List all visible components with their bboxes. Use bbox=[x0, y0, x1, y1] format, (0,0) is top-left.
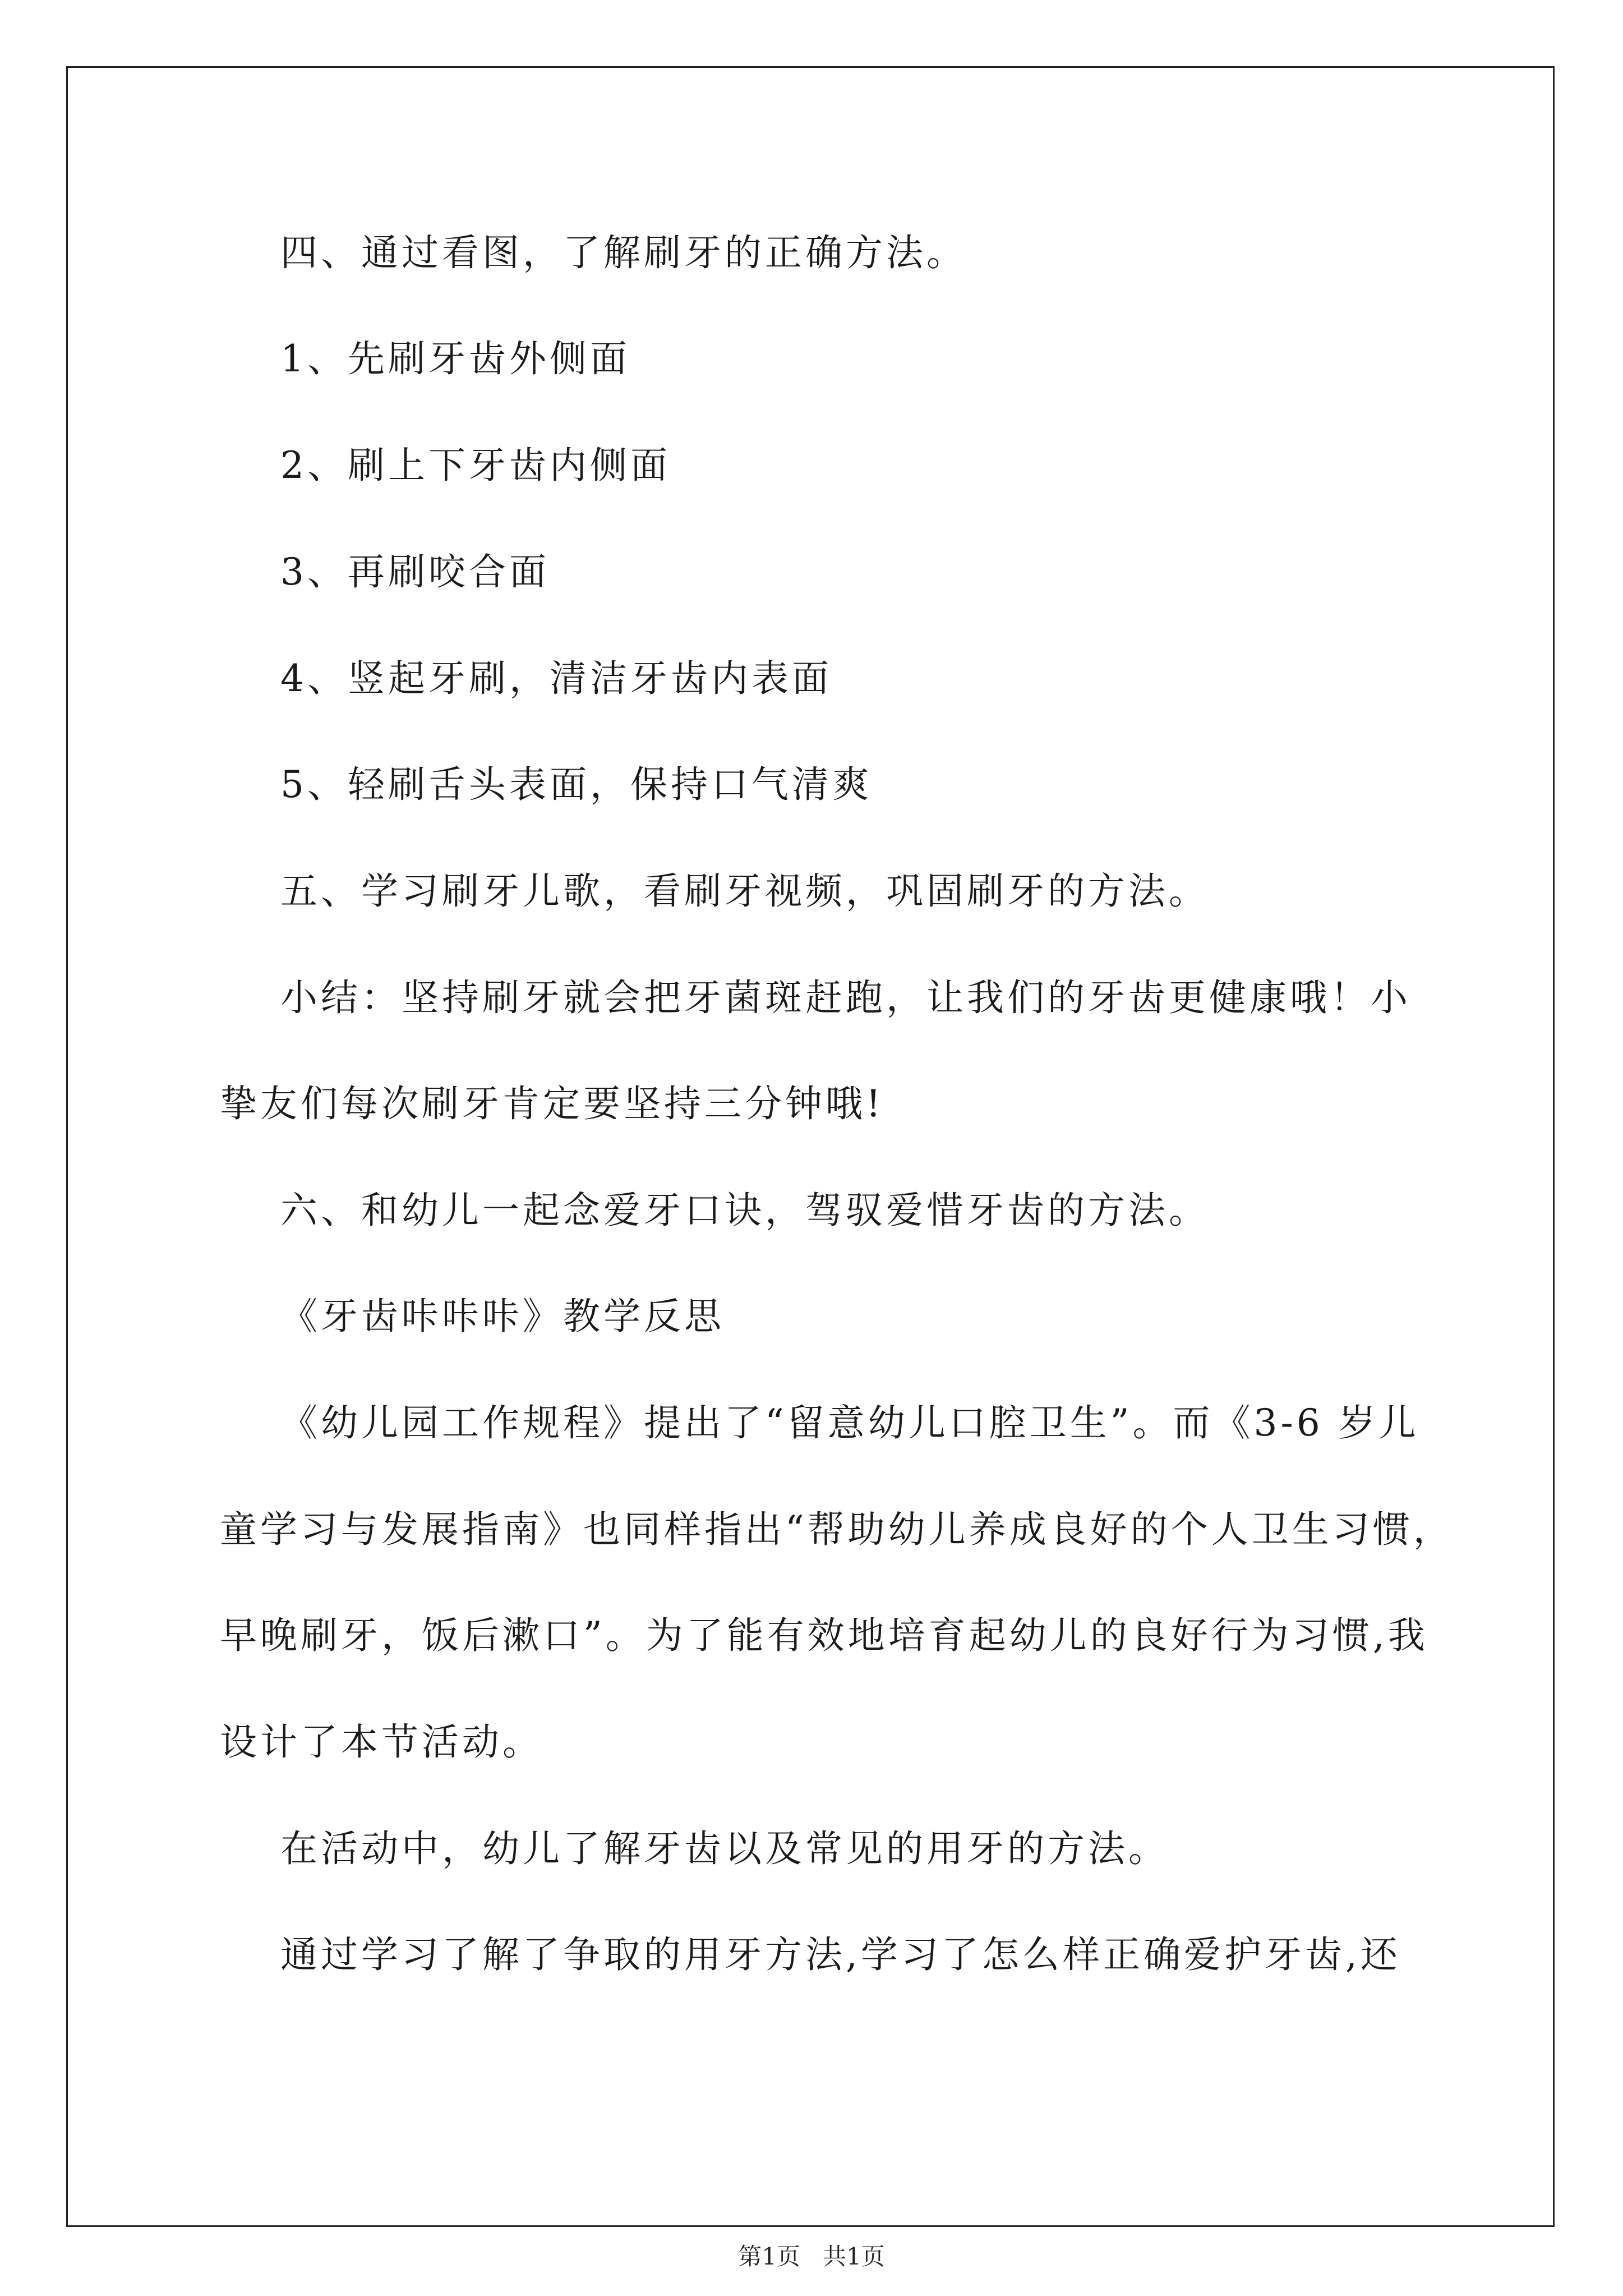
section-four-heading: 四、通过看图，了解刷牙的正确方法。 bbox=[280, 231, 967, 274]
step-four: 4、竖起牙刷，清洁牙齿内表面 bbox=[280, 657, 832, 700]
reflection-para3-line1: 通过学习了解了争取的用牙方法,学习了怎么样正确爱护牙齿,还 bbox=[280, 1933, 1401, 1976]
step-five: 5、轻刷舌头表面，保持口气清爽 bbox=[280, 763, 873, 806]
reflection-para2: 在活动中，幼儿了解牙齿以及常见的用牙的方法。 bbox=[280, 1827, 1169, 1870]
summary-line-2: 挚友们每次刷牙肯定要坚持三分钟哦! bbox=[220, 1082, 884, 1125]
step-two: 2、刷上下牙齿内侧面 bbox=[280, 444, 671, 487]
reflection-para1-line1: 《幼儿园工作规程》提出了“留意幼儿口腔卫生”。而《3-6 岁儿 bbox=[280, 1401, 1419, 1444]
step-three: 3、再刷咬合面 bbox=[280, 550, 550, 593]
page-footer: 第1页 共1页 bbox=[738, 2243, 885, 2270]
step-one: 1、先刷牙齿外侧面 bbox=[280, 337, 630, 380]
section-six-heading: 六、和幼儿一起念爱牙口诀，驾驭爱惜牙齿的方法。 bbox=[280, 1189, 1209, 1232]
reflection-para1-line2: 童学习与发展指南》也同样指出“帮助幼儿养成良好的个人卫生习惯， bbox=[220, 1508, 1454, 1551]
summary-line-1: 小结：坚持刷牙就会把牙菌斑赶跑，让我们的牙齿更健康哦！小 bbox=[280, 976, 1411, 1019]
reflection-title: 《牙齿咔咔咔》教学反思 bbox=[280, 1295, 725, 1338]
section-five-heading: 五、学习刷牙儿歌，看刷牙视频，巩固刷牙的方法。 bbox=[280, 869, 1209, 913]
reflection-para1-line3: 早晚刷牙，饭后漱口”。为了能有效地培育起幼儿的良好行为习惯,我 bbox=[220, 1614, 1428, 1657]
reflection-para1-line4: 设计了本节活动。 bbox=[220, 1720, 543, 1764]
